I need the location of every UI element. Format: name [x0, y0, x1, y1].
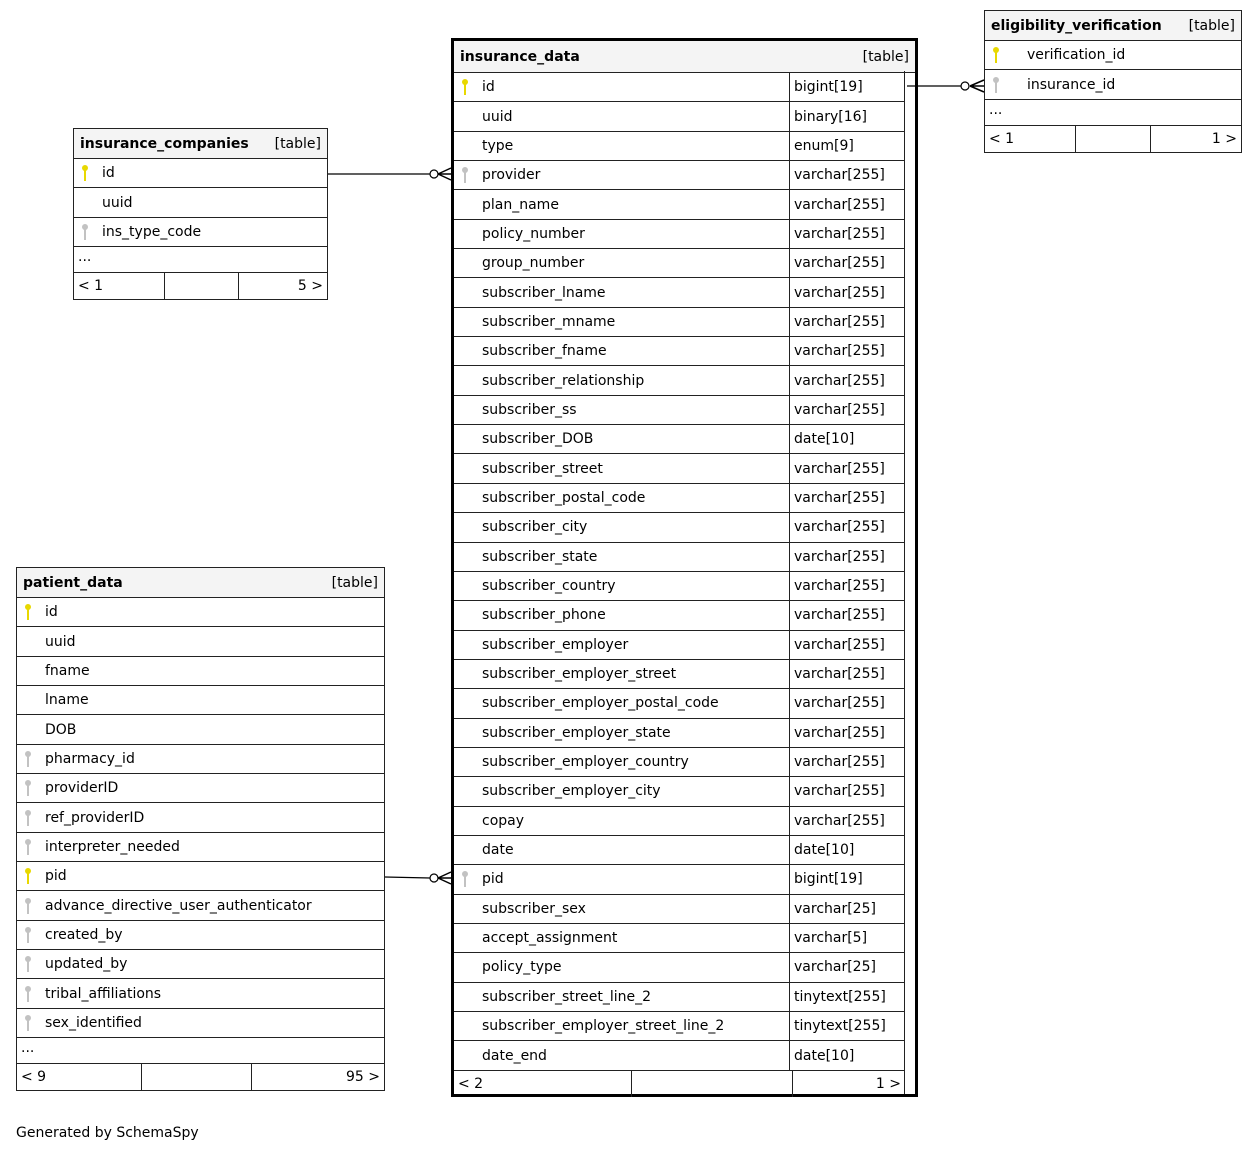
column-type: date[10]: [789, 425, 905, 453]
table-type-label: [table]: [862, 48, 909, 65]
column-name: policy_number: [482, 225, 585, 242]
column-name: pid: [45, 868, 67, 885]
column-type: tinytext[255]: [789, 983, 905, 1011]
more-columns-indicator: ...: [17, 1038, 384, 1064]
column-name: tribal_affiliations: [45, 985, 162, 1002]
table-name: patient_data: [23, 574, 123, 591]
column-name: date_end: [482, 1047, 547, 1064]
column-type: varchar[255]: [789, 543, 905, 571]
column-name: subscriber_country: [482, 578, 616, 595]
column-type: varchar[255]: [789, 601, 905, 629]
column-type: bigint[19]: [789, 73, 905, 101]
zero-optional-icon: [961, 82, 969, 90]
generator-note: Generated by SchemaSpy: [16, 1125, 199, 1141]
column-type: varchar[255]: [789, 220, 905, 248]
column-name: uuid: [102, 194, 133, 211]
table-name: insurance_companies: [80, 135, 249, 152]
children-count[interactable]: 95 >: [346, 1069, 380, 1086]
column-name: subscriber_employer_street: [482, 666, 677, 683]
column-name: ref_providerID: [45, 809, 145, 826]
column-name: subscriber_state: [482, 548, 598, 565]
parents-count[interactable]: < 1: [985, 126, 1076, 152]
column-name: verification_id: [1027, 47, 1126, 64]
column-name: subscriber_ss: [482, 401, 577, 418]
column-name: subscriber_employer_country: [482, 754, 689, 771]
column-name: subscriber_relationship: [482, 372, 645, 389]
children-count[interactable]: 1 >: [875, 1075, 901, 1092]
column-type: varchar[255]: [789, 660, 905, 688]
column-name: type: [482, 137, 514, 154]
more-columns-indicator: ...: [74, 247, 327, 273]
column-type: varchar[255]: [789, 631, 905, 659]
column-name: subscriber_lname: [482, 284, 606, 301]
column-type: varchar[25]: [789, 895, 905, 923]
column-name: subscriber_fname: [482, 343, 607, 360]
column-type: varchar[255]: [789, 484, 905, 512]
column-type: varchar[255]: [789, 278, 905, 306]
crowfoot-many-icon: [438, 872, 451, 884]
column-type: varchar[255]: [789, 748, 905, 776]
column-name: pharmacy_id: [45, 750, 135, 767]
column-type: varchar[255]: [789, 337, 905, 365]
column-type: varchar[255]: [789, 396, 905, 424]
table-type-label: [table]: [1188, 17, 1235, 34]
column-name: uuid: [45, 633, 76, 650]
table-type-label: [table]: [274, 135, 321, 152]
column-name: copay: [482, 812, 525, 829]
column-type: varchar[255]: [789, 572, 905, 600]
column-name: DOB: [45, 721, 77, 738]
parents-count[interactable]: < 1: [74, 273, 165, 299]
column-type: varchar[255]: [789, 513, 905, 541]
column-type: varchar[25]: [789, 953, 905, 981]
column-name: subscriber_street_line_2: [482, 988, 652, 1005]
column-name: subscriber_employer_city: [482, 783, 661, 800]
column-name: policy_type: [482, 959, 562, 976]
column-name: subscriber_employer_postal_code: [482, 695, 719, 712]
table-name: insurance_data: [460, 48, 580, 65]
column-name: plan_name: [482, 196, 559, 213]
column-name: uuid: [482, 108, 513, 125]
column-type: varchar[5]: [789, 924, 905, 952]
column-type: enum[9]: [789, 132, 905, 160]
column-name: subscriber_employer: [482, 636, 629, 653]
column-type: date[10]: [789, 836, 905, 864]
column-name: subscriber_employer_state: [482, 724, 671, 741]
column-name: interpreter_needed: [45, 838, 180, 855]
relationship-patient-data-to-insurance-data[interactable]: [385, 872, 451, 884]
table-type-label: [table]: [331, 574, 378, 591]
column-type: varchar[255]: [789, 719, 905, 747]
column-name: advance_directive_user_authenticator: [45, 897, 312, 914]
column-type: varchar[255]: [789, 807, 905, 835]
children-count[interactable]: 1 >: [1211, 130, 1237, 147]
column-type: binary[16]: [789, 102, 905, 130]
column-name: subscriber_phone: [482, 607, 606, 624]
children-count[interactable]: 5 >: [297, 278, 323, 295]
column-name: lname: [45, 692, 89, 709]
parents-count[interactable]: < 2: [454, 1071, 632, 1097]
column-type: varchar[255]: [789, 308, 905, 336]
column-type: varchar[255]: [789, 454, 905, 482]
column-name: subscriber_street: [482, 460, 603, 477]
column-name: subscriber_sex: [482, 900, 586, 917]
column-name: subscriber_employer_street_line_2: [482, 1018, 725, 1035]
column-name: date: [482, 842, 514, 859]
column-name: accept_assignment: [482, 930, 618, 947]
column-name: providerID: [45, 780, 119, 797]
column-name: subscriber_city: [482, 519, 588, 536]
column-name: provider: [482, 167, 541, 184]
column-name: subscriber_postal_code: [482, 489, 646, 506]
parents-count[interactable]: < 9: [17, 1064, 142, 1090]
crowfoot-many-icon: [970, 80, 984, 92]
column-name: sex_identified: [45, 1014, 142, 1031]
column-name: insurance_id: [1027, 76, 1116, 93]
zero-optional-icon: [430, 170, 438, 178]
column-name: subscriber_DOB: [482, 431, 594, 448]
zero-optional-icon: [430, 874, 438, 882]
column-name: ins_type_code: [102, 223, 202, 240]
table-name: eligibility_verification: [991, 17, 1162, 34]
column-name: id: [45, 604, 58, 621]
column-type: varchar[255]: [789, 161, 905, 189]
column-name: fname: [45, 662, 90, 679]
relationship-insurance-companies-to-insurance-data[interactable]: [328, 168, 451, 180]
column-type: varchar[255]: [789, 249, 905, 277]
column-type: tinytext[255]: [789, 1012, 905, 1040]
column-type: varchar[255]: [789, 689, 905, 717]
column-name: id: [482, 79, 495, 96]
column-name: subscriber_mname: [482, 313, 616, 330]
column-type: varchar[255]: [789, 366, 905, 394]
column-name: group_number: [482, 255, 585, 272]
column-type: date[10]: [789, 1041, 905, 1069]
column-type: bigint[19]: [789, 865, 905, 893]
column-name: id: [102, 165, 115, 182]
column-type: varchar[255]: [789, 777, 905, 805]
more-columns-indicator: ...: [985, 100, 1241, 126]
column-type: varchar[255]: [789, 190, 905, 218]
relationship-insurance-data-to-eligibility-verification[interactable]: [907, 80, 984, 92]
column-name: pid: [482, 871, 504, 888]
crowfoot-many-icon: [438, 168, 451, 180]
column-name: created_by: [45, 926, 123, 943]
column-name: updated_by: [45, 956, 128, 973]
